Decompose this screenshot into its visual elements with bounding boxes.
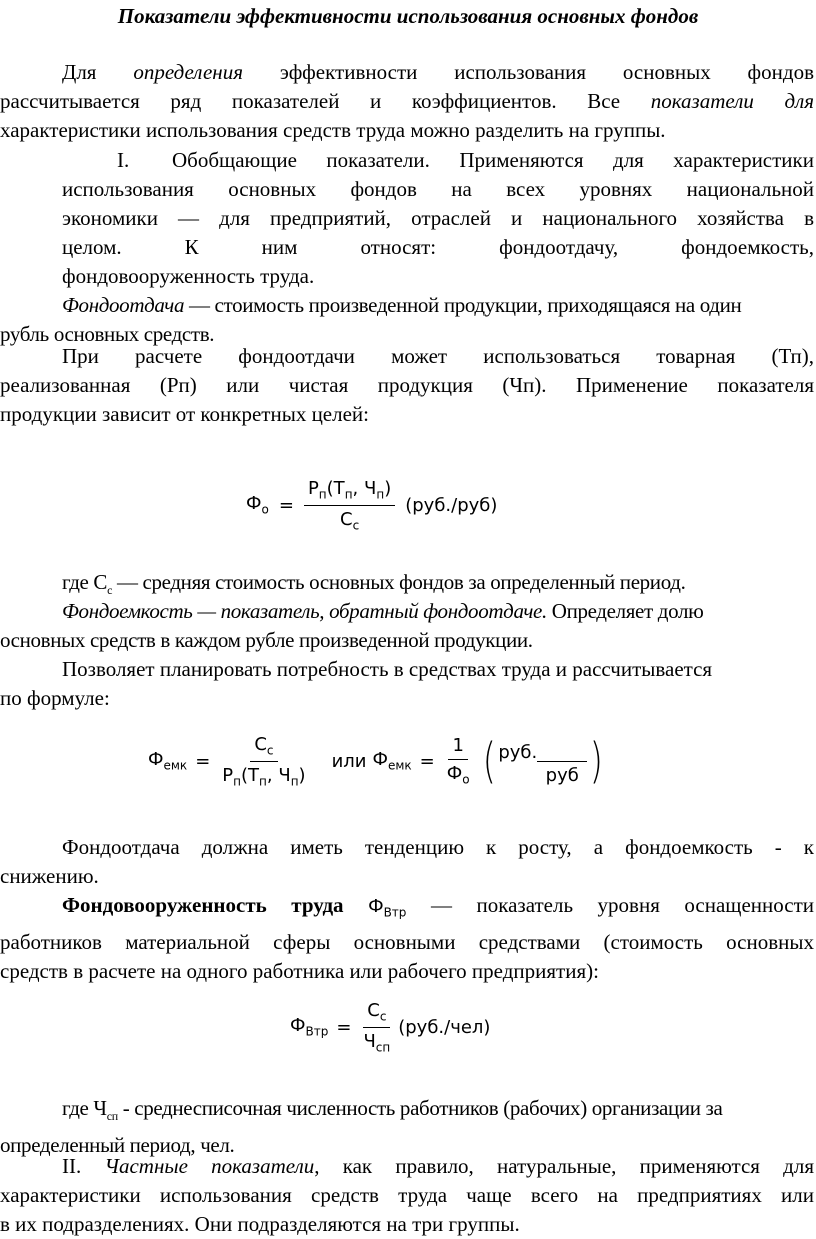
group-two-line-1 xyxy=(0,1152,814,1181)
group-one-line-2: использования основных фондов на всех уровнях национальной xyxy=(62,177,814,201)
fondovooruzhennost-line-1 xyxy=(0,891,814,928)
group-one-line-5: фондовооруженность труда. xyxy=(62,264,315,288)
intro-italic-term: показатели для xyxy=(650,89,814,113)
fondoemkost-definition xyxy=(0,597,814,655)
fondootdacha-term: Фондоотдача xyxy=(62,293,185,317)
page-title: Показатели эффективности использования основных фондов xyxy=(117,4,699,28)
fondoemkost-line-1 xyxy=(0,597,814,626)
formula-fondootdacha xyxy=(246,478,497,532)
formula-2-inverse-numerator: 1 xyxy=(448,735,467,760)
group-one-text: Обобщающие показатели. Применяются для характеристики xyxy=(172,148,814,172)
fondootdacha-line-2: рубль основных средств. xyxy=(0,322,215,346)
chsp-definition xyxy=(0,1094,814,1160)
fondovooruzhennost-text: — показатель уровня оснащенности xyxy=(406,893,814,917)
intro-text: эффективности использования основных фондов xyxy=(279,60,815,84)
intro-line-3: характеристики использования средств труда можно разделить на группы. xyxy=(0,118,666,142)
fondoemkost-text: Определяет долю xyxy=(546,599,704,623)
fondovooruzhennost-symbol: $Ф_{Втр}$ xyxy=(368,896,407,920)
group-two-paragraph xyxy=(0,1152,814,1239)
intro-text: рассчитывается ряд показателей и коэффициентов. Все xyxy=(0,89,621,113)
formula-2-left-paren: ( xyxy=(482,733,496,790)
group-one-line-1 xyxy=(62,146,814,175)
intro-italic-term: определения xyxy=(133,60,243,84)
formula-fondoemkost xyxy=(148,734,606,788)
formula-2-numerator: $С_с$ xyxy=(250,734,277,762)
formula-2-equals-alt: = xyxy=(419,750,435,772)
planning-paragraph xyxy=(0,655,814,713)
formula-1-unit: (руб./руб) xyxy=(405,494,498,516)
intro-paragraph xyxy=(0,58,814,145)
group-two-numeral: II. xyxy=(62,1154,82,1178)
formula-1-numerator: $Р_п(Т_п$, $Ч_п$) xyxy=(304,478,395,506)
formula-2-or: или xyxy=(331,750,367,772)
fondovooruzhennost-line-3: средств в расчете на одного работника или рабочего предприятия): xyxy=(0,958,599,983)
chsp-line-2: определенный период, чел. xyxy=(0,1133,235,1158)
fondootdacha-line-1 xyxy=(0,291,814,320)
group-one-paragraph xyxy=(62,146,814,291)
cc-line-1: где $С_с$ — средняя стоимость основных фондов за определенный период. xyxy=(62,570,686,598)
formula-1-lhs: $Ф_о$ xyxy=(246,493,269,517)
intro-line-2 xyxy=(0,87,814,116)
calculation-line-3: продукции зависит от конкретных целей: xyxy=(0,402,369,426)
formula-3-unit: (руб./чел) xyxy=(398,1016,491,1038)
calculation-line-1: При расчете фондоотдачи может использоваться товарная (Тп), xyxy=(62,344,814,368)
trend-line-2: снижению. xyxy=(0,864,99,888)
planning-line-1: Позволяет планировать потребность в средствах труда и рассчитывается xyxy=(62,657,713,681)
formula-2-inverse-denominator: $Ф_о$ xyxy=(446,763,470,787)
planning-line-2: по формуле: xyxy=(0,686,110,710)
group-one-numeral: I. xyxy=(117,148,130,172)
intro-line-1 xyxy=(0,58,814,87)
formula-2-unit-den: руб xyxy=(545,764,579,786)
fondoemkost-line-2: основных средств в каждом рубле произведенной продукции. xyxy=(0,628,533,652)
formula-2-inverse-fraction xyxy=(443,735,474,787)
intro-text: Для xyxy=(62,60,97,84)
fondoemkost-term: Фондоемкость — показатель, обратный фондоотдаче. xyxy=(62,599,547,623)
fondovooruzhennost-paragraph xyxy=(0,891,814,986)
formula-2-denominator: $Р_п(Т_п$, $Ч_п$) xyxy=(222,764,306,789)
calculation-line-2: реализованная (Рп) или чистая продукция (Чп). Применение показателя xyxy=(0,373,814,397)
trend-paragraph xyxy=(0,833,814,891)
group-two-line-2: характеристики использования средств труда чаще всего на предприятиях или xyxy=(0,1183,814,1207)
formula-2-equals: = xyxy=(195,750,211,772)
fondovooruzhennost-line-2: работников материальной сферы основными средствами (стоимость основных xyxy=(0,929,814,954)
fondootdacha-definition xyxy=(0,291,814,349)
formula-2-unit-num: руб. xyxy=(498,741,538,763)
formula-2-lhs: $Ф_{емк}$ xyxy=(148,749,188,773)
formula-3-fraction xyxy=(359,1000,394,1054)
trend-line-1: Фондоотдача должна иметь тенденцию к росту, а фондоемкость - к xyxy=(62,835,814,859)
formula-2-unit xyxy=(498,737,587,786)
formula-fondovooruzhennost xyxy=(290,1000,490,1054)
formula-3-numerator: $С_с$ xyxy=(363,1000,390,1028)
fondovooruzhennost-term: Фондовооруженность труда xyxy=(62,893,344,917)
formula-3-lhs: $Ф_{Втр}$ xyxy=(290,1015,329,1039)
group-two-term: Частные показатели xyxy=(104,1154,315,1178)
formula-2-unit-fraction xyxy=(537,737,587,786)
chsp-line-1: где $Ч_{сп}$ - среднесписочная численность работников (рабочих) организации за xyxy=(62,1096,723,1124)
calculation-paragraph xyxy=(0,342,814,429)
formula-1-fraction xyxy=(304,478,395,532)
formula-2-right-paren: ) xyxy=(590,733,604,790)
group-two-line-3: в их подразделениях. Они подразделяются на три группы. xyxy=(0,1212,520,1236)
formula-3-equals: = xyxy=(336,1016,352,1038)
group-two-text: , как правило, натуральные, применяются для xyxy=(314,1154,815,1178)
formula-2-lhs-alt: $Ф_{емк}$ xyxy=(372,749,412,773)
group-one-line-3: экономики — для предприятий, отраслей и национального хозяйства в xyxy=(62,206,814,230)
formula-2-fraction xyxy=(218,734,309,788)
formula-1-equals: = xyxy=(278,494,294,516)
fondootdacha-text: — стоимость произведенной продукции, приходящаяся на один xyxy=(184,293,742,317)
formula-1-denominator: $С_с$ xyxy=(339,508,360,533)
group-one-line-4: целом. К ним относят: фондоотдачу, фондоемкость, xyxy=(62,235,814,259)
formula-3-denominator: $Ч_{сп}$ xyxy=(363,1030,391,1055)
